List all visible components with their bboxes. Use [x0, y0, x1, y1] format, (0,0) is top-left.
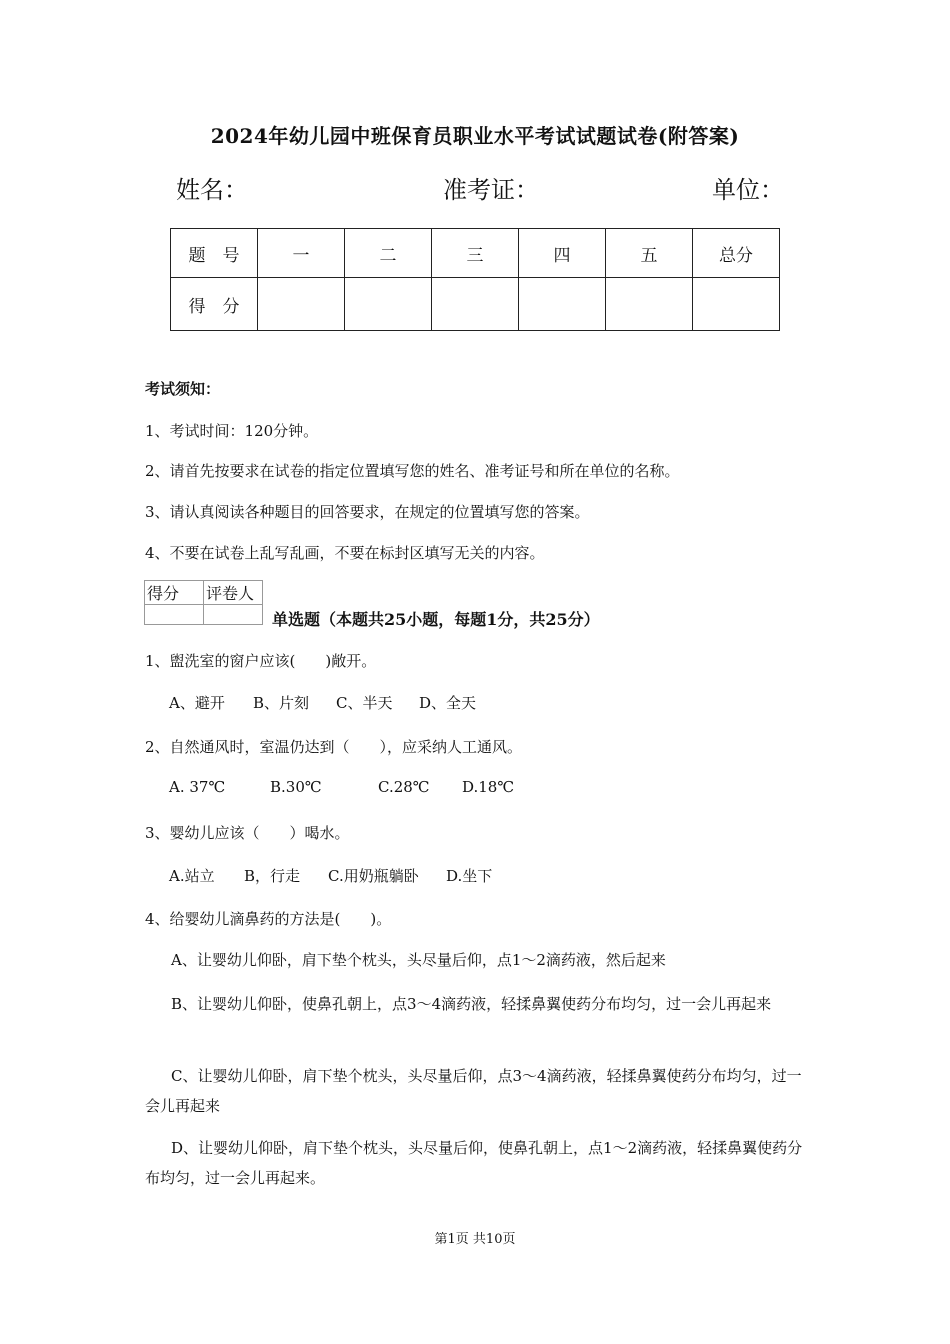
option-b[interactable]: B，行走: [244, 867, 301, 885]
score-cell[interactable]: [519, 278, 606, 331]
question-number-header: 题 号: [171, 229, 258, 278]
option-a[interactable]: A、让婴幼儿仰卧，肩下垫个枕头，头尽量后仰，点1～2滴药液，然后起来: [171, 951, 666, 969]
grader-reviewer-label: 评卷人: [204, 581, 263, 605]
option-c[interactable]: C.28℃: [378, 778, 430, 796]
notice-item: 4、不要在试卷上乱写乱画，不要在标封区填写无关的内容。: [145, 544, 545, 562]
notice-heading: 考试须知：: [145, 380, 221, 398]
option-a[interactable]: A、避开: [169, 694, 225, 712]
page-title: 2024年幼儿园中班保育员职业水平考试试题试卷(附答案): [210, 124, 740, 148]
score-cell[interactable]: [693, 278, 780, 331]
section-3-header: 三: [432, 229, 519, 278]
option-b[interactable]: B、让婴幼儿仰卧，使鼻孔朝上，点3～4滴药液，轻揉鼻翼使药分布均匀，过一会儿再起来: [171, 995, 772, 1013]
option-c[interactable]: C、半天: [336, 694, 393, 712]
grader-box: [144, 580, 263, 625]
option-a[interactable]: A.站立: [169, 867, 215, 885]
score-cell[interactable]: [432, 278, 519, 331]
page-footer: 第1页 共10页: [434, 1232, 516, 1247]
total-header: 总分: [693, 229, 780, 278]
option-c[interactable]: C、让婴幼儿仰卧，肩下垫个枕头，头尽量后仰，点3～4滴药液，轻揉鼻翼使药分布均匀，过一会儿再起来: [145, 1067, 802, 1115]
section-1-header: 一: [258, 229, 345, 278]
section-2-header: 二: [345, 229, 432, 278]
question-stem: 4、给婴幼儿滴鼻药的方法是( )。: [145, 910, 392, 928]
score-table: [170, 228, 780, 331]
option-c[interactable]: C.用奶瓶躺卧: [328, 867, 419, 885]
score-cell[interactable]: [606, 278, 693, 331]
exam-id-field-label: 准考证：: [443, 176, 539, 204]
notice-item: 1、考试时间：120分钟。: [145, 422, 319, 440]
section-5-header: 五: [606, 229, 693, 278]
score-label: 得 分: [171, 278, 258, 331]
score-table-score-row: [171, 278, 780, 331]
score-cell[interactable]: [258, 278, 345, 331]
option-a[interactable]: A. 37℃: [169, 778, 226, 796]
score-cell[interactable]: [345, 278, 432, 331]
option-d[interactable]: D、让婴幼儿仰卧，肩下垫个枕头，头尽量后仰，使鼻孔朝上，点1～2滴药液，轻揉鼻翼使药分布均匀，过一会儿再起来。: [145, 1139, 803, 1187]
notice-item: 3、请认真阅读各种题目的回答要求，在规定的位置填写您的答案。: [145, 503, 590, 521]
name-field-label: 姓名：: [176, 176, 248, 204]
unit-field-label: 单位：: [712, 176, 784, 204]
question-stem: 3、婴幼儿应该（ ）喝水。: [145, 824, 350, 842]
grader-score-label: 得分: [145, 581, 204, 605]
grader-score-cell[interactable]: [145, 605, 204, 625]
question-stem: 2、自然通风时，室温仍达到（ ），应采纳人工通风。: [145, 738, 523, 756]
section-4-header: 四: [519, 229, 606, 278]
option-d[interactable]: D.18℃: [462, 778, 515, 796]
option-d[interactable]: D、全天: [419, 694, 477, 712]
question-stem: 1、盥洗室的窗户应该( )敞开。: [145, 652, 377, 670]
section-title: 单选题（本题共25小题，每题1分，共25分）: [272, 610, 600, 629]
score-table-header-row: [171, 229, 780, 278]
notice-item: 2、请首先按要求在试卷的指定位置填写您的姓名、准考证号和所在单位的名称。: [145, 462, 680, 480]
option-d[interactable]: D.坐下: [446, 867, 493, 885]
grader-reviewer-cell[interactable]: [204, 605, 263, 625]
option-b[interactable]: B、片刻: [253, 694, 310, 712]
option-b[interactable]: B.30℃: [270, 778, 322, 796]
